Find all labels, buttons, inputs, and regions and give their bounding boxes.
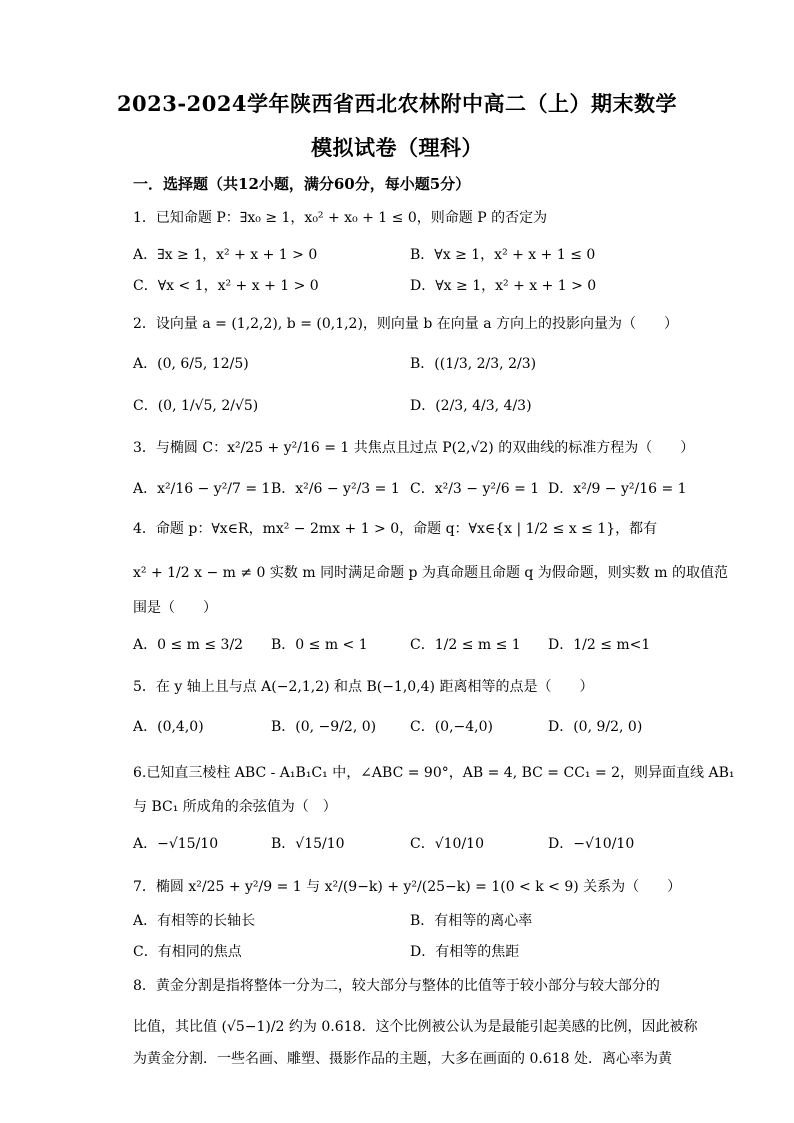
q7-option-d: D．有相等的焦距 — [410, 944, 520, 960]
q6-option-d: D．−√10/10 — [548, 836, 635, 852]
q5-option-a: A．(0,4,0) — [133, 719, 204, 735]
q4-stem-line-2: x² + 1/2 x − m ≠ 0 实数 m 同时满足命题 p 为真命题且命题 q 为假命题，则实数 m 的取值范 — [133, 565, 728, 581]
q2-option-d: D．(2/3, 4/3, 4/3) — [410, 398, 532, 414]
q2-option-c: C．(0, 1/√5, 2/√5) — [133, 398, 259, 414]
q3-option-a: A．x²/16 − y²/7 = 1 — [133, 481, 271, 497]
q3-option-c: C．x²/3 − y²/6 = 1 — [410, 481, 540, 497]
q4-stem-line-3: 围是（ ） — [133, 600, 217, 616]
document-title-line-2: 模拟试卷（理科） — [311, 135, 483, 160]
q3-option-b: B．x²/6 − y²/3 = 1 — [271, 481, 400, 497]
document-title-line-1: 2023-2024学年陕西省西北农林附中高二（上）期末数学 — [116, 91, 678, 116]
q7-option-c: C．有相同的焦点 — [133, 944, 242, 960]
q1-stem: 1．已知命题 P：∃x₀ ≥ 1，x₀² + x₀ + 1 ≤ 0，则命题 P 的否定为 — [133, 210, 548, 226]
q1-option-b: B．∀x ≥ 1，x² + x + 1 ≤ 0 — [410, 247, 596, 263]
q2-stem: 2．设向量 a = (1,2,2), b = (0,1,2)，则向量 b 在向量 a 方向上的投影向量为（ ） — [133, 316, 679, 332]
q1-option-c: C．∀x < 1，x² + x + 1 > 0 — [133, 278, 319, 294]
q8-line-3: 为黄金分割．一些名画、雕塑、摄影作品的主题，大多在画面的 0.618 处．离心率为黄 — [133, 1051, 672, 1067]
section-heading: 一．选择题（共12小题，满分60分，每小题5分） — [133, 175, 471, 193]
q1-option-a: A．∃x ≥ 1，x² + x + 1 > 0 — [133, 247, 318, 263]
q7-option-a: A．有相等的长轴长 — [133, 913, 256, 929]
q4-option-c: C．1/2 ≤ m ≤ 1 — [410, 637, 521, 653]
q5-option-b: B．(0, −9/2, 0) — [271, 719, 377, 735]
q6-option-b: B．√15/10 — [271, 836, 345, 852]
q7-stem: 7．椭圆 x²/25 + y²/9 = 1 与 x²/(9−k) + y²/(25−k) = 1(0 < k < 9) 关系为（ ） — [133, 879, 682, 895]
q8-line-1: 8．黄金分割是指将整体一分为二，较大部分与整体的比值等于较小部分与较大部分的 — [133, 978, 660, 994]
q5-stem: 5．在 y 轴上且与点 A(−2,1,2) 和点 B(−1,0,4) 距离相等的点是（ ） — [133, 679, 594, 695]
q1-option-d: D．∀x ≥ 1，x² + x + 1 > 0 — [410, 278, 597, 294]
q5-option-d: D．(0, 9/2, 0) — [548, 719, 643, 735]
q2-option-b: B．((1/3, 2/3, 2/3) — [410, 356, 537, 372]
q4-option-d: D．1/2 ≤ m<1 — [548, 637, 651, 653]
q6-stem-line-2: 与 BC₁ 所成角的余弦值为（ ） — [133, 799, 337, 815]
q6-stem-line-1: 6.已知直三棱柱 ABC - A₁B₁C₁ 中，∠ABC = 90°，AB = 4, BC = CC₁ = 2，则异面直线 AB₁ — [133, 765, 735, 781]
q7-option-b: B．有相等的离心率 — [410, 913, 533, 929]
q3-stem: 3．与椭圆 C：x²/25 + y²/16 = 1 共焦点且过点 P(2,√2) 的双曲线的标准方程为（ ） — [133, 440, 695, 456]
q6-option-c: C．√10/10 — [410, 836, 484, 852]
q2-option-a: A．(0, 6/5, 12/5) — [133, 356, 249, 372]
q5-option-c: C．(0,−4,0) — [410, 719, 493, 735]
q4-option-b: B．0 ≤ m < 1 — [271, 637, 368, 653]
q8-line-2: 比值，其比值 (√5−1)/2 约为 0.618．这个比例被公认为是最能引起美感的比例，因此被称 — [133, 1019, 698, 1035]
q4-option-a: A．0 ≤ m ≤ 3/2 — [133, 637, 244, 653]
q3-option-d: D．x²/9 − y²/16 = 1 — [548, 481, 687, 497]
q6-option-a: A．−√15/10 — [133, 836, 219, 852]
q4-stem-line-1: 4．命题 p：∀x∈R，mx² − 2mx + 1 > 0，命题 q：∀x∈{x | 1/2 ≤ x ≤ 1}，都有 — [133, 521, 658, 537]
